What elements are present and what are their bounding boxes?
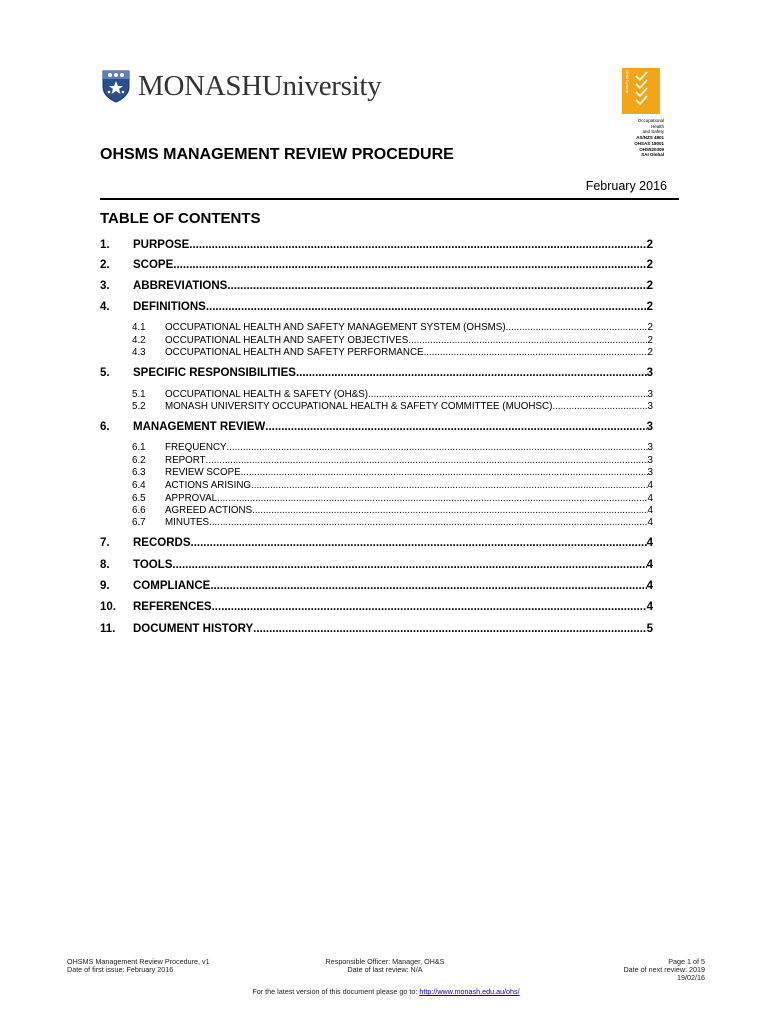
logo-name: MONASH xyxy=(138,69,262,102)
toc-page-number: 4 xyxy=(647,505,653,516)
toc-number: 3. xyxy=(100,280,110,292)
toc-label: OCCUPATIONAL HEALTH & SAFETY (OH&S) xyxy=(165,389,369,400)
toc-subentry[interactable] xyxy=(100,517,653,529)
toc-number: 5.2 xyxy=(132,401,146,412)
toc-entry[interactable] xyxy=(100,301,653,316)
toc-label: FREQUENCY xyxy=(165,442,227,453)
badge-line: and Safety xyxy=(642,129,664,135)
footer-next-review: Date of next review: 2019 xyxy=(623,965,705,975)
toc-page-number: 3 xyxy=(646,367,653,379)
toc-number: 10. xyxy=(100,601,116,613)
toc-page-number: 4 xyxy=(646,537,653,549)
toc-label: REFERENCES xyxy=(133,601,212,613)
toc-label: COMPLIANCE xyxy=(133,580,211,592)
monash-crest-icon xyxy=(101,69,131,103)
toc-page-number: 2 xyxy=(646,259,653,271)
toc-label: MONASH UNIVERSITY OCCUPATIONAL HEALTH & SAFETY COMMITTEE (MUOHSC) xyxy=(165,401,553,412)
toc-subentry[interactable] xyxy=(100,322,653,334)
toc-leader-dots xyxy=(172,559,646,571)
toc-label: MANAGEMENT REVIEW xyxy=(133,421,266,433)
toc-page-number: 3 xyxy=(646,421,653,433)
toc-leader-dots xyxy=(252,505,647,516)
toc-number: 6.7 xyxy=(132,517,146,528)
footer-right xyxy=(623,958,705,983)
toc-label: REVIEW SCOPE xyxy=(165,467,241,478)
toc-page-number: 5 xyxy=(646,623,653,635)
toc-leader-dots xyxy=(253,623,646,635)
footer-left xyxy=(67,958,210,974)
toc-leader-dots xyxy=(265,421,646,433)
toc-page-number: 4 xyxy=(646,601,653,613)
toc-label: RECORDS xyxy=(133,537,191,549)
badge-line: OHSAS 18001 xyxy=(634,140,664,146)
document-date: February 2016 xyxy=(585,179,667,193)
toc-number: 6.1 xyxy=(132,442,146,453)
toc-label: TOOLS xyxy=(133,559,173,571)
toc-subentry[interactable] xyxy=(100,401,653,413)
toc-subentry[interactable] xyxy=(100,442,653,454)
toc-number: 6.3 xyxy=(132,467,146,478)
toc-number: 6. xyxy=(100,421,110,433)
toc-label: OCCUPATIONAL HEALTH AND SAFETY OBJECTIVES xyxy=(165,335,409,346)
toc-leader-dots xyxy=(209,517,647,528)
ohs-checkmarks-icon xyxy=(622,68,660,114)
toc-leader-dots xyxy=(408,335,647,346)
toc-number: 8. xyxy=(100,559,110,571)
logo-suffix: University xyxy=(261,69,382,102)
toc-number: 4. xyxy=(100,301,110,313)
toc-entry[interactable] xyxy=(100,280,653,295)
toc-number: 6.5 xyxy=(132,493,146,504)
toc-page-number: 4 xyxy=(647,480,653,491)
toc-number: 4.1 xyxy=(132,322,146,333)
footer-first-issue: Date of first issue: February 2016 xyxy=(67,965,174,975)
toc-page-number: 3 xyxy=(647,442,653,453)
toc-leader-dots xyxy=(189,239,646,251)
toc-leader-dots xyxy=(296,367,647,379)
toc-leader-dots xyxy=(206,455,648,466)
toc-number: 5.1 xyxy=(132,389,146,400)
footer-doc-name: OHSMS Management Review Procedure, v1 xyxy=(67,957,210,966)
toc-subentry[interactable] xyxy=(100,467,653,479)
toc-number: 2. xyxy=(100,259,110,271)
footer-latest-version xyxy=(67,988,705,996)
toc-page-number: 3 xyxy=(647,455,653,466)
badge-line: Health xyxy=(650,123,664,129)
toc-number: 4.3 xyxy=(132,347,146,358)
toc-label: ACTIONS ARISING xyxy=(165,480,252,491)
toc-subentry[interactable] xyxy=(100,493,653,505)
toc-leader-dots xyxy=(217,493,647,504)
toc-label: DEFINITIONS xyxy=(133,301,206,313)
toc-leader-dots xyxy=(424,347,648,358)
toc-entry[interactable] xyxy=(100,559,653,574)
toc-page-number: 3 xyxy=(647,401,653,412)
toc-number: 5. xyxy=(100,367,110,379)
footer-print-date: 19/02/16 xyxy=(677,973,705,983)
toc-leader-dots xyxy=(251,480,648,491)
toc-subentry[interactable] xyxy=(100,505,653,517)
badge-line: OHS520309 xyxy=(639,146,664,152)
toc-subentry[interactable] xyxy=(100,480,653,492)
toc-page-number: 2 xyxy=(646,301,653,313)
badge-line: AS/NZS 4801 xyxy=(636,135,664,141)
badge-text xyxy=(618,118,664,158)
toc-entry[interactable] xyxy=(100,601,653,616)
footer-responsible-officer: Responsible Officer: Manager, OH&S xyxy=(325,957,445,966)
toc-entry[interactable] xyxy=(100,537,653,552)
toc-leader-dots xyxy=(212,601,647,613)
logo-wordmark xyxy=(138,70,381,103)
toc-number: 9. xyxy=(100,580,110,592)
toc-subentry[interactable] xyxy=(100,455,653,467)
toc-page-number: 4 xyxy=(646,580,653,592)
footer-last-review: Date of last review: N/A xyxy=(347,965,423,975)
badge-line: Occupational xyxy=(637,118,664,123)
toc-subentry[interactable] xyxy=(100,335,653,347)
toc-entry[interactable] xyxy=(100,239,653,254)
toc-page-number: 2 xyxy=(646,280,653,292)
toc-label: OCCUPATIONAL HEALTH AND SAFETY MANAGEMENT SYSTEM (OHSMS) xyxy=(165,322,506,333)
toc-label: SPECIFIC RESPONSIBILITIES xyxy=(133,367,296,379)
toc-number: 7. xyxy=(100,537,110,549)
title-divider xyxy=(100,198,679,200)
toc-label: ABBREVIATIONS xyxy=(133,280,228,292)
toc-entry[interactable] xyxy=(100,623,653,638)
toc-number: 6.6 xyxy=(132,505,146,516)
toc-label: DOCUMENT HISTORY xyxy=(133,623,254,635)
toc-page-number: 2 xyxy=(647,335,653,346)
toc-entry[interactable] xyxy=(100,580,653,595)
toc-page-number: 2 xyxy=(647,347,653,358)
toc-subentry[interactable] xyxy=(100,389,653,401)
toc-label: PURPOSE xyxy=(133,239,190,251)
toc-label: MINUTES xyxy=(165,517,210,528)
toc-entry[interactable] xyxy=(100,421,653,436)
toc-number: 4.2 xyxy=(132,335,146,346)
toc-page-number: 4 xyxy=(647,493,653,504)
toc-page-number: 3 xyxy=(647,389,653,400)
toc-heading: TABLE OF CONTENTS xyxy=(100,210,261,227)
toc-leader-dots xyxy=(206,301,647,313)
toc-subentry[interactable] xyxy=(100,347,653,359)
toc-page-number: 4 xyxy=(646,559,653,571)
toc-entry[interactable] xyxy=(100,367,653,382)
toc-leader-dots xyxy=(227,442,648,453)
toc-number: 1. xyxy=(100,239,110,251)
toc-label: APPROVAL xyxy=(165,493,218,504)
footer-middle xyxy=(285,958,485,974)
monash-logo xyxy=(101,66,381,106)
toc-page-number: 3 xyxy=(647,467,653,478)
toc-number: 11. xyxy=(100,623,116,635)
toc-leader-dots xyxy=(173,259,646,271)
badge-line: SAI Global xyxy=(641,152,664,158)
toc-page-number: 2 xyxy=(646,239,653,251)
document-title: OHSMS MANAGEMENT REVIEW PROCEDURE xyxy=(100,146,454,163)
toc-label: OCCUPATIONAL HEALTH AND SAFETY PERFORMANCE xyxy=(165,347,424,358)
toc-leader-dots xyxy=(368,389,648,400)
toc-number: 6.4 xyxy=(132,480,146,491)
toc-leader-dots xyxy=(506,322,648,333)
ohs-website-link[interactable]: http://www.monash.edu.au/ohs/ xyxy=(419,987,520,996)
footer-page-number: Page 1 of 5 xyxy=(668,957,705,966)
badge-brand-text: OHS System xyxy=(625,70,630,94)
toc-leader-dots xyxy=(241,467,648,478)
toc-leader-dots xyxy=(191,537,647,549)
toc-label: SCOPE xyxy=(133,259,174,271)
toc-label: AGREED ACTIONS xyxy=(165,505,253,516)
toc-leader-dots xyxy=(227,280,646,292)
toc-page-number: 2 xyxy=(647,322,653,333)
footer-latest-prefix: For the latest version of this document please go to: xyxy=(252,987,420,996)
toc-entry[interactable] xyxy=(100,259,653,274)
toc-leader-dots xyxy=(210,580,646,592)
toc-number: 6.2 xyxy=(132,455,146,466)
toc-leader-dots xyxy=(552,401,647,412)
toc-page-number: 4 xyxy=(647,517,653,528)
toc-label: REPORT xyxy=(165,455,206,466)
